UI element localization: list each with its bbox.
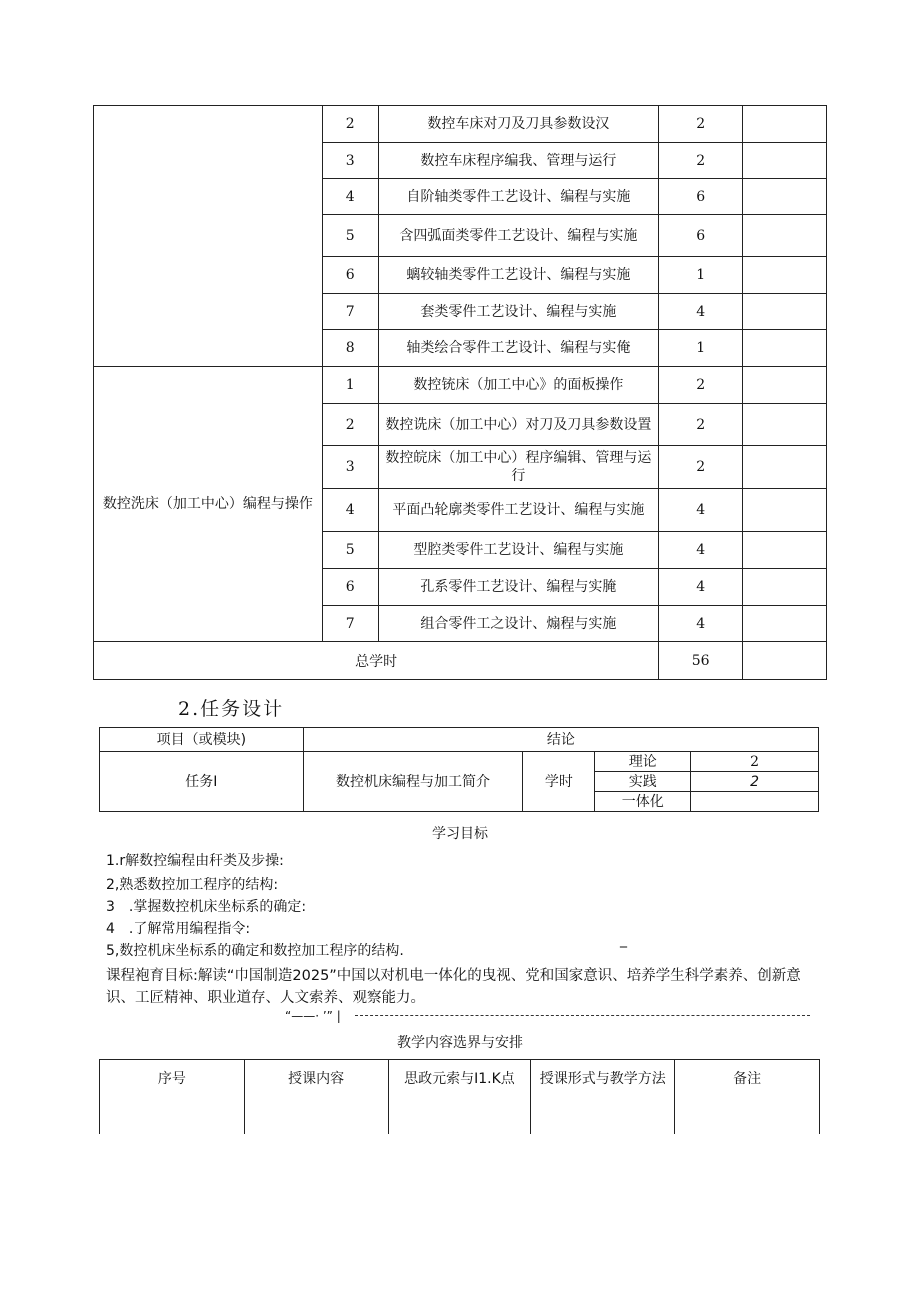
row-remark (743, 489, 827, 532)
course-hours-table (93, 105, 827, 680)
row-number: 2 (322, 106, 378, 143)
row-number: 2 (322, 404, 378, 446)
row-content: 含四弧面类零件工艺设计、编程与实施 (378, 215, 659, 257)
ideology-objective: 课程袍育目标:解读“巾国制造2025”中国以对机电一体化的曳视、党和国家意识、培养学生科学素养、创新意识、工匠精神、职业道存、人文索养、观察能力。 (106, 968, 801, 1006)
row-hours: 2 (659, 367, 743, 404)
total-row (94, 642, 827, 680)
row-number: 7 (322, 606, 378, 642)
dashed-divider (355, 1015, 810, 1016)
row-number: 1 (322, 367, 378, 404)
integrated-label: 一体化 (595, 792, 691, 812)
header-ideology: 思政元索与I1.K点 (388, 1060, 531, 1134)
stray-mark: _ (620, 932, 627, 948)
row-content: 孔系零件工艺设计、编程与实腌 (378, 569, 659, 606)
row-remark (743, 446, 827, 489)
row-hours: 4 (659, 532, 743, 569)
row-remark (743, 569, 827, 606)
row-content: 轴类绘合零件工艺设计、编程与实俺 (378, 330, 659, 367)
row-hours: 2 (659, 106, 743, 143)
theory-value: 2 (691, 752, 819, 772)
row-number: 4 (322, 179, 378, 215)
row-content: 数控皖床（加工中心）程序编辑、管理与运行 (378, 446, 659, 489)
row-hours: 6 (659, 179, 743, 215)
total-label: 总学时 (94, 642, 659, 680)
module-cell: 数控洗床（加工中心）编程与操作 (94, 367, 323, 642)
table-row (94, 106, 827, 143)
row-hours: 2 (659, 446, 743, 489)
row-remark (743, 215, 827, 257)
practice-value: 2 (691, 772, 819, 792)
objective-item: 5,数控机床坐标系的确定和数控加工程序的结构. (106, 943, 404, 959)
row-content: 套类零件工艺设计、编程与实施 (378, 294, 659, 330)
row-remark (743, 294, 827, 330)
task-label: 任务I (100, 752, 304, 812)
row-hours: 6 (659, 215, 743, 257)
marker-text: “——· ’” | (285, 1009, 341, 1023)
row-remark (743, 330, 827, 367)
objective-item: 2,熟悉数控加工程序的结构: (106, 877, 279, 893)
header-project: 项目（或模块) (100, 728, 304, 752)
row-number: 7 (322, 294, 378, 330)
row-number: 4 (322, 489, 378, 532)
row-content: 平面凸轮廓类零件工艺设计、编程与实施 (378, 489, 659, 532)
row-content: 数控车床对刀及刀具参数设汉 (378, 106, 659, 143)
row-remark (743, 404, 827, 446)
row-hours: 2 (659, 404, 743, 446)
row-remark (743, 257, 827, 294)
header-remark: 备注 (675, 1060, 820, 1134)
header-conclusion: 结论 (303, 728, 818, 752)
row-hours: 4 (659, 489, 743, 532)
total-remark (743, 642, 827, 680)
teaching-content-table (99, 1059, 820, 1134)
row-remark (743, 179, 827, 215)
row-number: 3 (322, 143, 378, 179)
row-hours: 1 (659, 330, 743, 367)
row-content: 自阶轴类零件工艺设计、编程与实施 (378, 179, 659, 215)
row-hours: 1 (659, 257, 743, 294)
total-value: 56 (659, 642, 743, 680)
row-remark (743, 606, 827, 642)
objectives-title: 学习目标 (432, 826, 488, 842)
hours-label: 学时 (523, 752, 595, 812)
row-content: 数控车床程序编我、管理与运行 (378, 143, 659, 179)
row-number: 5 (322, 215, 378, 257)
row-content: 数控诜床（加工中心）对刀及刀具参数设置 (378, 404, 659, 446)
row-hours: 4 (659, 606, 743, 642)
objective-item: 4 .了解常用编程指令: (106, 921, 251, 937)
objective-item: 1.r解数控编程由秆类及步操: (106, 853, 284, 869)
header-method: 授课形式与教学方法 (531, 1060, 675, 1134)
row-remark (743, 106, 827, 143)
integrated-value (691, 792, 819, 812)
header-content: 授课内容 (244, 1060, 388, 1134)
row-number: 5 (322, 532, 378, 569)
row-number: 3 (322, 446, 378, 489)
header-no: 序号 (100, 1060, 245, 1134)
table3-title: 教学内容选界与安排 (397, 1035, 523, 1051)
row-content: 数控铳床（加工中心》的面板操作 (378, 367, 659, 404)
section-title: 2.任务设计 (178, 698, 285, 720)
table-row (94, 367, 827, 404)
task-name: 数控机床编程与加工简介 (303, 752, 523, 812)
row-number: 6 (322, 569, 378, 606)
row-number: 6 (322, 257, 378, 294)
row-content: 螭较轴类零件工艺设计、编程与实施 (378, 257, 659, 294)
row-hours: 4 (659, 294, 743, 330)
row-hours: 4 (659, 569, 743, 606)
module-cell (94, 106, 323, 367)
theory-label: 理论 (595, 752, 691, 772)
task-design-table (99, 727, 819, 812)
row-remark (743, 143, 827, 179)
objective-item: 3 .掌握数控机床坐标系的确定: (106, 899, 307, 915)
row-remark (743, 532, 827, 569)
row-remark (743, 367, 827, 404)
row-number: 8 (322, 330, 378, 367)
row-content: 型腔类零件工艺设计、编程与实施 (378, 532, 659, 569)
row-hours: 2 (659, 143, 743, 179)
practice-label: 实践 (595, 772, 691, 792)
row-content: 组合零件工之设计、煽程与实施 (378, 606, 659, 642)
